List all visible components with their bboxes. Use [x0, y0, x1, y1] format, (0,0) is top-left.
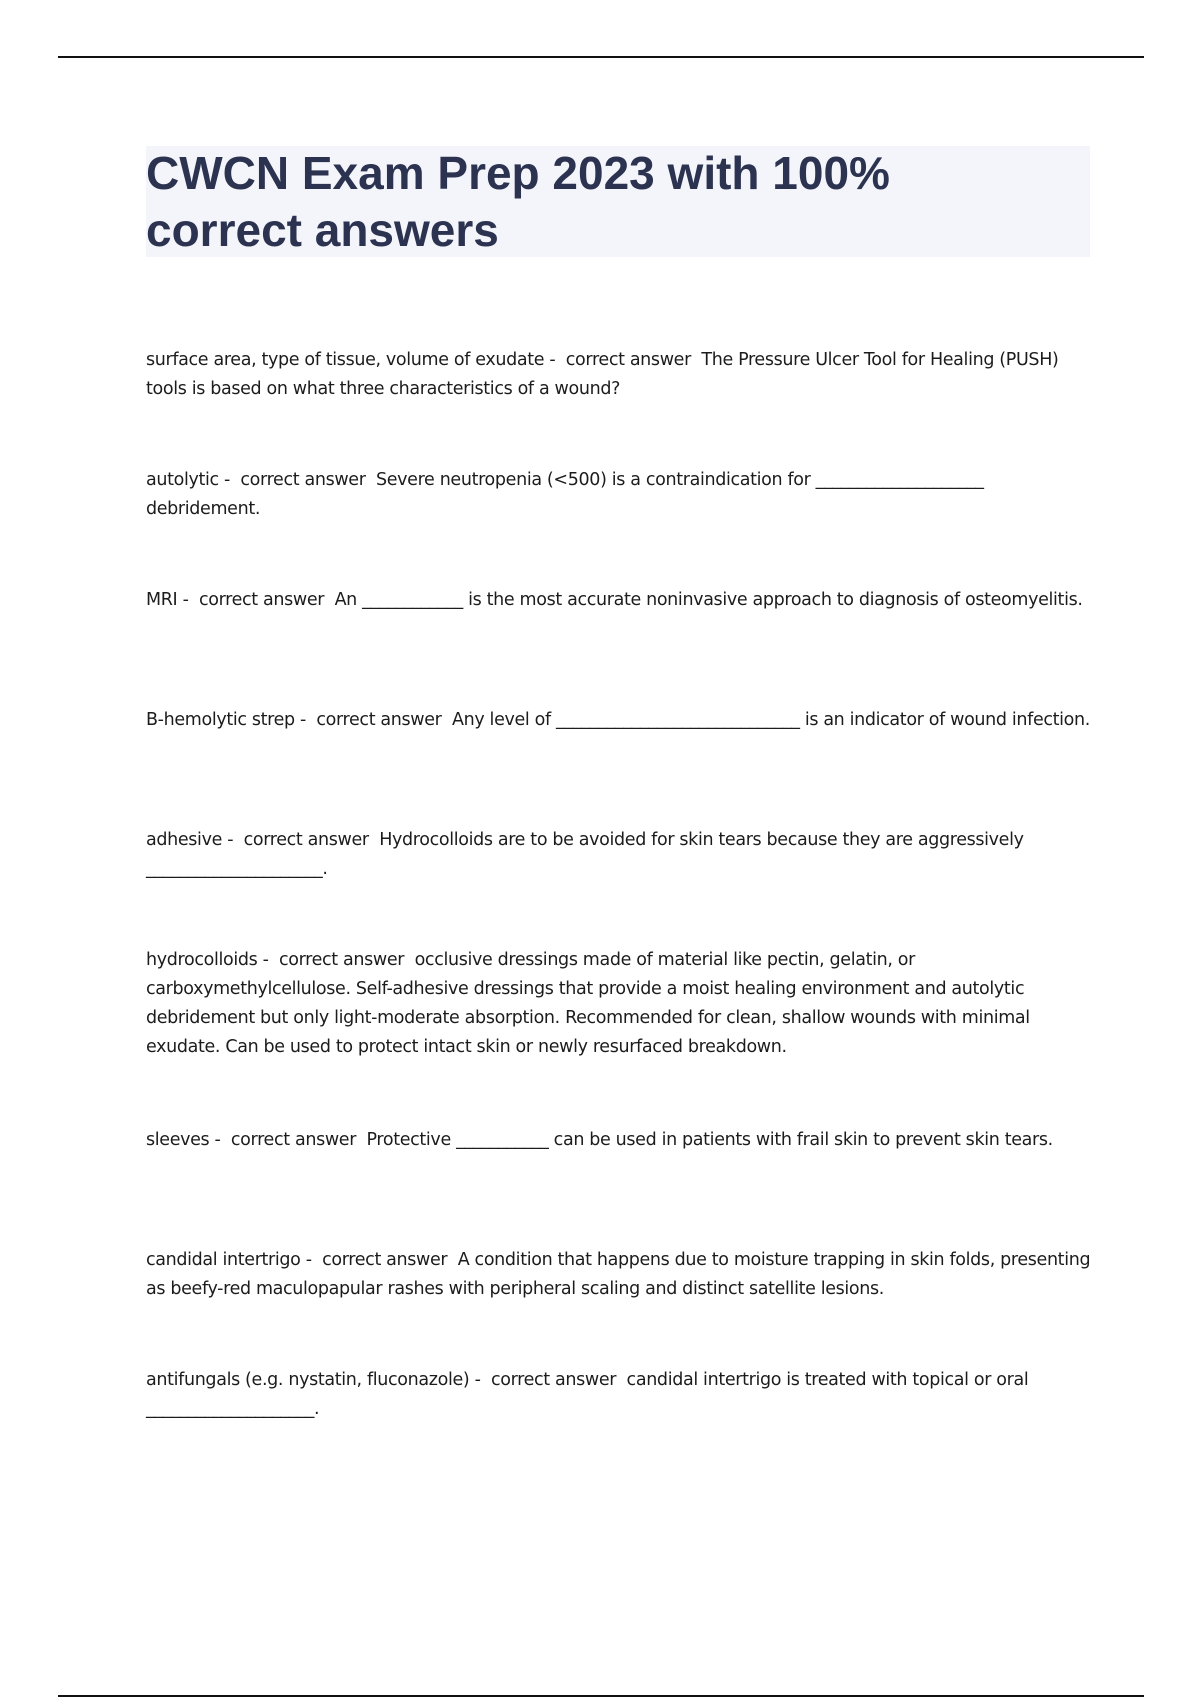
answer-separator: - correct answer	[469, 1370, 627, 1390]
qa-item	[146, 1246, 1092, 1304]
title-banner	[146, 146, 1090, 257]
qa-item	[146, 1366, 1092, 1424]
answer-text: adhesive	[146, 830, 222, 850]
question-text: The Pressure Ulcer Tool for Healing (PUSH) tools is based on what three characteristics of a wound?	[146, 350, 1059, 399]
question-text: Hydrocolloids are to be avoided for skin tears because they are aggressively _____________________.	[146, 830, 1024, 879]
answer-text: sleeves	[146, 1130, 210, 1150]
answer-separator: - correct answer	[209, 1130, 367, 1150]
question-text: A condition that happens due to moisture trapping in skin folds, presenting as beefy-red maculopapular rashes with peripheral scaling and distinct satellite lesions.	[146, 1250, 1091, 1299]
answer-text: autolytic	[146, 470, 219, 490]
qa-item	[146, 946, 1092, 1062]
answer-separator: - correct answer	[218, 470, 376, 490]
question-text: occlusive dressings made of material like pectin, gelatin, or carboxymethylcellulose. Self-adhesive dressings that provide a moist healing environment and autolytic debridement but only light-moderate absorption. Recommended for clean, shallow wounds with minimal exudate. Can be used to protect intact skin or newly resurfaced breakdown.	[146, 950, 1030, 1057]
qa-item	[146, 1126, 1092, 1155]
qa-item	[146, 586, 1092, 615]
qa-item	[146, 826, 1092, 884]
answer-text: antifungals (e.g. nystatin, fluconazole)	[146, 1370, 470, 1390]
answer-separator: - correct answer	[257, 950, 415, 970]
answer-separator: - correct answer	[177, 590, 335, 610]
answer-text: hydrocolloids	[146, 950, 258, 970]
answer-separator: - correct answer	[294, 710, 452, 730]
bottom-rule	[58, 1695, 1144, 1697]
answer-separator: - correct answer	[222, 830, 380, 850]
answer-text: B-hemolytic strep	[146, 710, 295, 730]
question-text: candidal intertrigo is treated with topical or oral ____________________.	[146, 1370, 1029, 1419]
top-rule	[58, 56, 1144, 58]
qa-item	[146, 466, 1092, 524]
answer-text: candidal intertrigo	[146, 1250, 301, 1270]
question-text: Protective ___________ can be used in patients with frail skin to prevent skin tears.	[366, 1130, 1053, 1150]
qa-item	[146, 346, 1092, 404]
question-text: An ____________ is the most accurate noninvasive approach to diagnosis of osteomyelitis.	[334, 590, 1083, 610]
answer-separator: - correct answer	[544, 350, 702, 370]
question-text: Any level of _____________________________ is an indicator of wound infection.	[451, 710, 1090, 730]
answer-separator: - correct answer	[300, 1250, 458, 1270]
question-text: Severe neutropenia (<500) is a contraindication for ____________________ debridement.	[146, 470, 984, 519]
document-title: CWCN Exam Prep 2023 with 100% correct answers	[146, 147, 890, 256]
answer-text: surface area, type of tissue, volume of exudate	[146, 350, 545, 370]
answer-text: MRI	[146, 590, 178, 610]
qa-item	[146, 706, 1092, 735]
